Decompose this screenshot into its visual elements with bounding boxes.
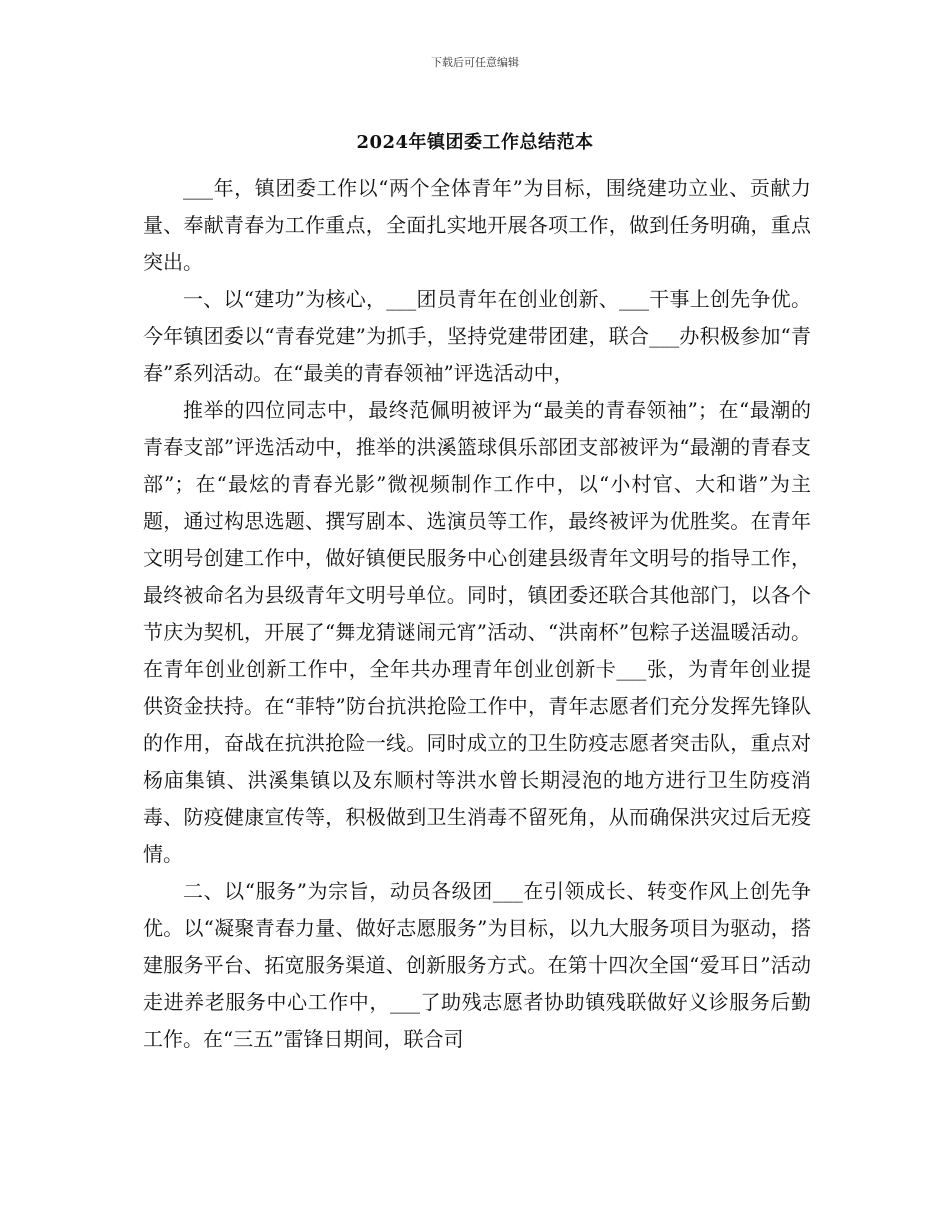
document-body [143,170,811,1058]
paragraph-section-one: 一、以“建功”为核心，___团员青年在创业创新、___干事上创先争优。今年镇团委以“青春党建”为抓手，坚持党建带团建，联合___办积极参加“青春”系列活动。在“最美的青春领袖”评选活动中， [143,287,811,385]
document-title: 2024年镇团委工作总结范本 [356,132,594,153]
paragraph-intro: ___年，镇团委工作以“两个全体青年”为目标，围绕建功立业、贡献力量、奉献青春为工作重点，全面扎实地开展各项工作，做到任务明确，重点突出。 [143,176,811,274]
paragraph-section-two: 二、以“服务”为宗旨，动员各级团___在引领成长、转变作风上创先争优。以“凝聚青春力量、做好志愿服务”为目标，以九大服务项目为驱动，搭建服务平台、拓宽服务渠道、创新服务方式。在第十四次全国“爱耳日”活动走进养老服务中心工作中，___了助残志愿者协助镇残联做好义诊服务后勤工作。在“三五”雷锋日期间，联合司 [143,879,811,1051]
header-note: 下载后可任意编辑 [431,56,519,69]
paragraph-section-one-continued: 推举的四位同志中，最终范佩明被评为“最美的青春领袖”；在“最潮的青春支部”评选活动中，推举的洪溪篮球俱乐部团支部被评为“最潮的青春支部”；在“最炫的青春光影”微视频制作工作中，以“小村官、大和谐”为主题，通过构思选题、撰写剧本、选演员等工作，最终被评为优胜奖。在青年文明号创建工作中，做好镇便民服务中心创建县级青年文明号的指导工作，最终被命名为县级青年文明号单位。同时，镇团委还联合其他部门，以各个节庆为契机，开展了“舞龙猜谜闹元宵”活动、“洪南杯”包粽子送温暖活动。在青年创业创新工作中，全年共办理青年创业创新卡___张，为青年创业提供资金扶持。在“菲特”防台抗洪抢险工作中，青年志愿者们充分发挥先锋队的作用，奋战在抗洪抢险一线。同时成立的卫生防疫志愿者突击队，重点对杨庙集镇、洪溪集镇以及东顺村等洪水曾长期浸泡的地方进行卫生防疫消毒、防疫健康宣传等，积极做到卫生消毒不留死角，从而确保洪灾过后无疫情。 [143,398,811,866]
